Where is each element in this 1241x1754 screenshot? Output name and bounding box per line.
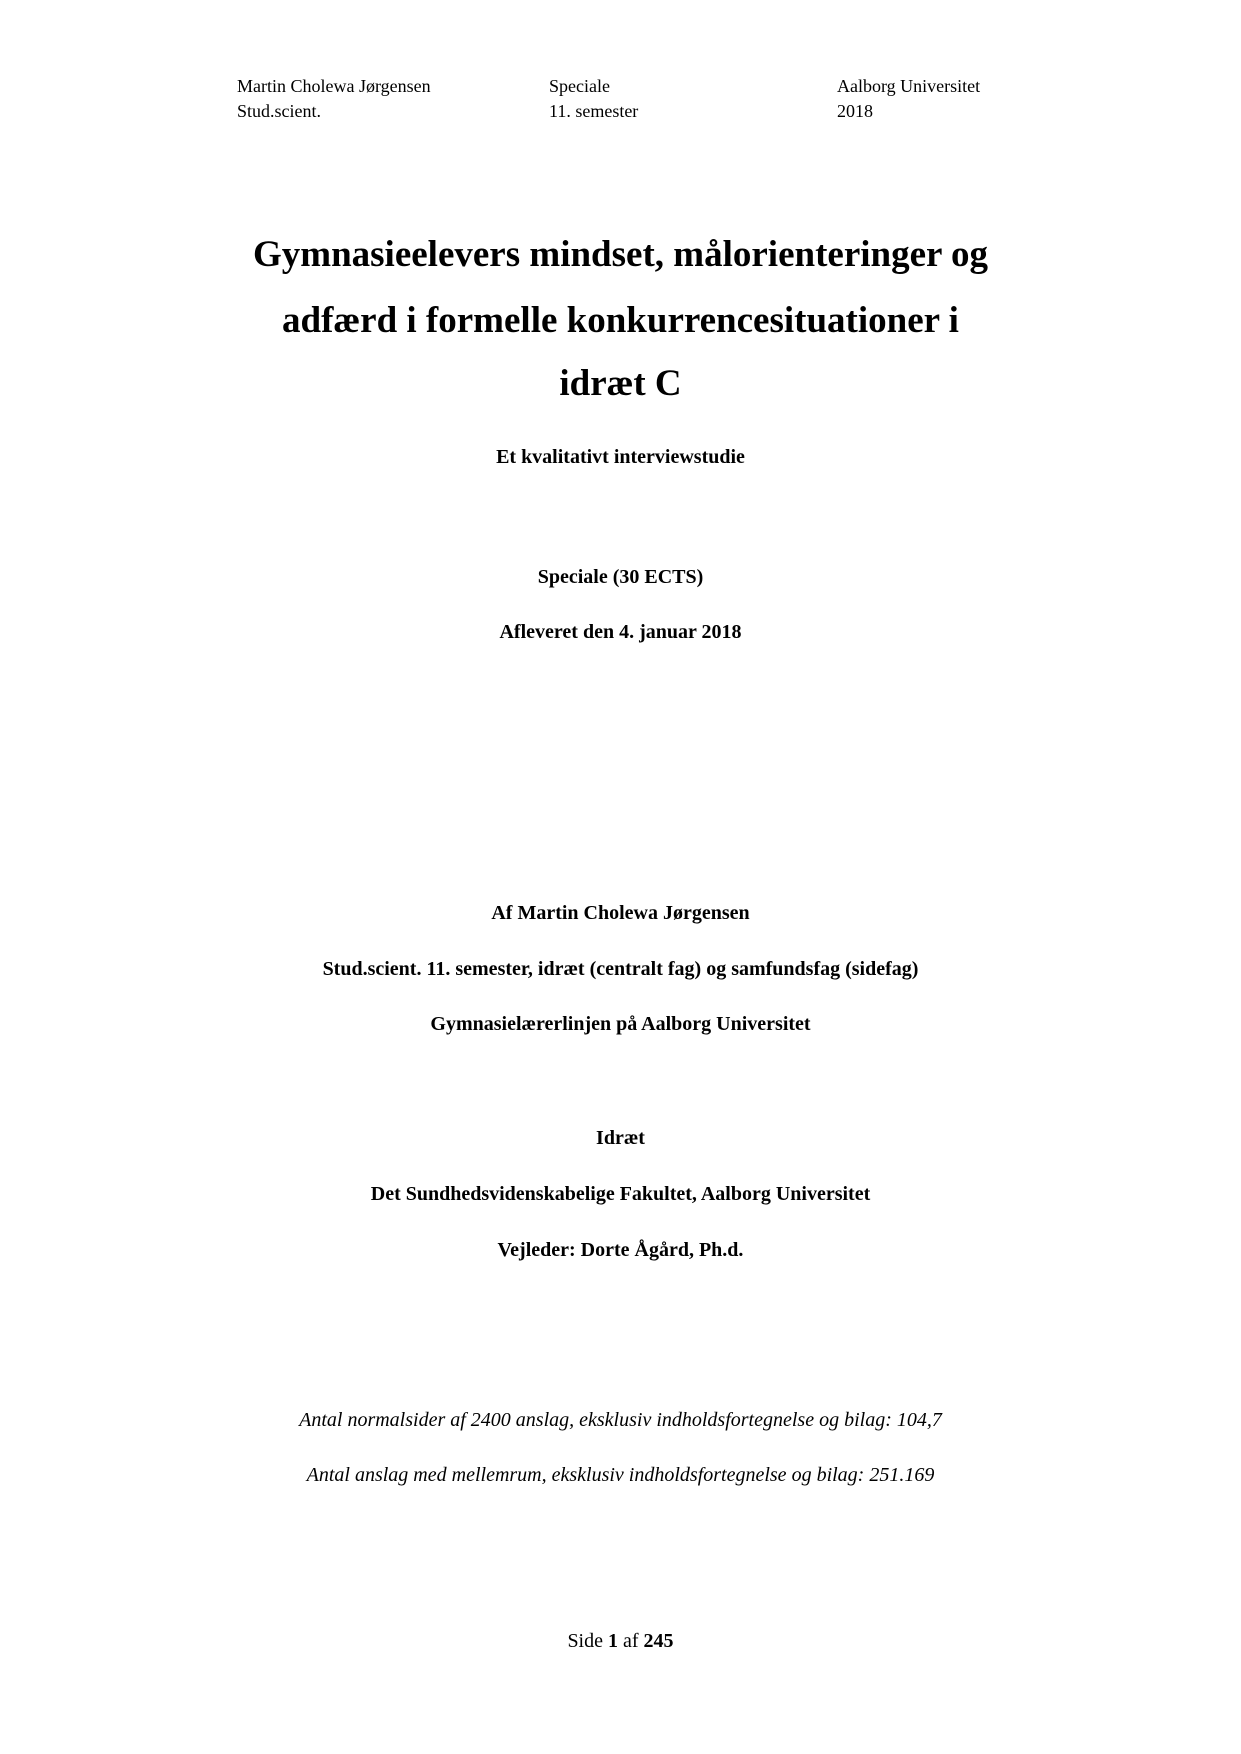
- header-semester: 11. semester: [549, 101, 639, 121]
- header-year: 2018: [837, 101, 873, 121]
- author-program: Stud.scient. 11. semester, idræt (centralt fag) og samfundsfag (sidefag): [322, 958, 919, 980]
- author-name: Af Martin Cholewa Jørgensen: [491, 902, 750, 924]
- header-right: [837, 74, 980, 124]
- header-degree: Stud.scient.: [237, 101, 321, 121]
- header-left: [237, 74, 431, 124]
- footer-of: af: [623, 1630, 639, 1652]
- page-count: Antal normalsider af 2400 anslag, eksklusiv indholdsfortegnelse og bilag: 104,7: [299, 1409, 942, 1431]
- header-author: Martin Cholewa Jørgensen: [237, 76, 431, 96]
- header-center: [549, 74, 638, 124]
- subtitle: Et kvalitativt interviewstudie: [496, 446, 745, 468]
- faculty: Det Sundhedsvidenskabelige Fakultet, Aalborg Universitet: [370, 1183, 871, 1205]
- submission-date: Afleveret den 4. januar 2018: [499, 621, 742, 643]
- footer-total: 245: [643, 1630, 674, 1652]
- char-count: Antal anslag med mellemrum, eksklusiv indholdsfortegnelse og bilag: 251.169: [306, 1464, 935, 1486]
- header-doc-type: Speciale: [549, 76, 610, 96]
- title-line-2: adfærd i formelle konkurrencesituationer i: [282, 300, 959, 341]
- footer-prefix: Side: [567, 1630, 603, 1652]
- submission-type: Speciale (30 ECTS): [537, 566, 704, 588]
- supervisor: Vejleder: Dorte Ågård, Ph.d.: [497, 1239, 744, 1261]
- footer-page: 1: [608, 1630, 618, 1652]
- author-line: Gymnasielærerlinjen på Aalborg Universitet: [430, 1013, 811, 1035]
- page-footer: [0, 1630, 1241, 1653]
- title-line-3: idræt C: [559, 363, 682, 404]
- title-line-1: Gymnasieelevers mindset, målorienteringer og: [252, 234, 989, 275]
- field: Idræt: [596, 1127, 645, 1149]
- header-university: Aalborg Universitet: [837, 76, 981, 96]
